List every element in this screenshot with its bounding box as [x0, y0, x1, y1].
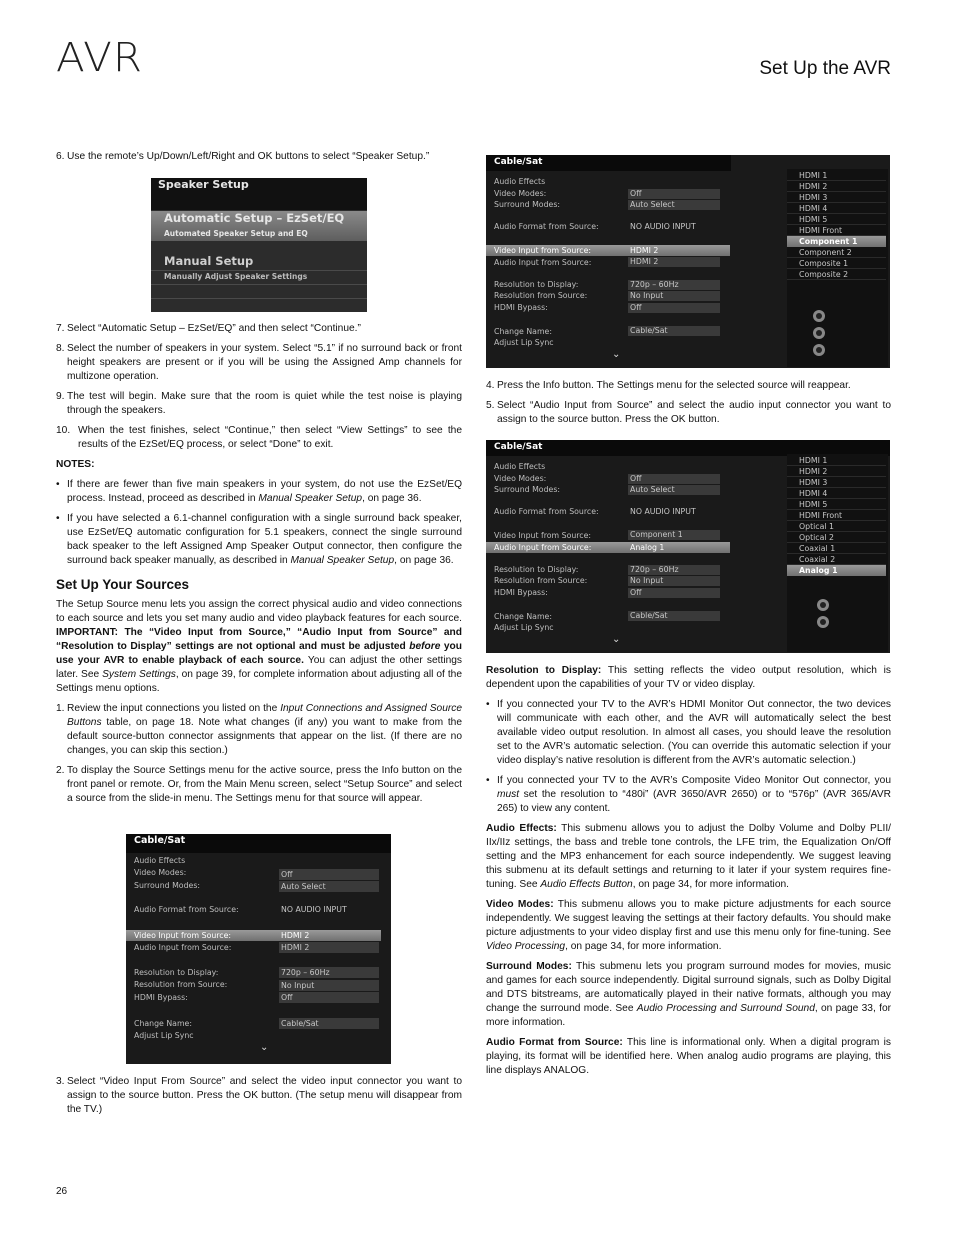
input-option[interactable]: Coaxial 2 [787, 554, 886, 565]
avr-logo: AVR [56, 35, 144, 81]
input-option[interactable]: HDMI 3 [787, 477, 886, 488]
source-settings-menu-c [486, 440, 890, 653]
video-modes-paragraph: Video Modes: This submenu allows you to make picture adjustments for each source independently. We suggest leaving the settings at their factory defaults. You should make picture adjustments to your video display first and use this menu only for fine-tuning. See Video Processing, on page 34, for more information. [486, 899, 891, 952]
speaker-icon [815, 615, 831, 629]
resolution-bullet-2: • If you connected your TV to the AVR’s Composite Video Monitor Out connector, you must set the resolution to “480i” (AVR 3650/AVR 2650) or to “576p” (AVR 365/AVR 265) to view any content. [486, 775, 891, 814]
change-name-item[interactable]: Change Name: [494, 327, 552, 336]
input-option[interactable]: HDMI 5 [787, 499, 886, 510]
divider [151, 270, 367, 271]
resolution-value: 720p – 60Hz [628, 280, 720, 290]
audio-input-slide-in-panel [787, 454, 888, 652]
hdmi-bypass-item[interactable]: HDMI Bypass: [134, 993, 188, 1002]
video-modes-value: Off [628, 189, 720, 199]
change-name-value: Cable/Sat [628, 326, 720, 336]
video-modes-item[interactable]: Video Modes: [494, 474, 547, 483]
resolution-source-value: No Input [628, 291, 720, 301]
resolution-value: 720p – 60Hz [628, 565, 720, 575]
hdmi-bypass-item[interactable]: HDMI Bypass: [494, 588, 548, 597]
speaker-icon [811, 309, 827, 323]
audio-effects-item[interactable]: Audio Effects [134, 856, 186, 865]
manual-setup-sublabel: Manually Adjust Speaker Settings [164, 272, 308, 281]
hdmi-bypass-item[interactable]: HDMI Bypass: [494, 303, 548, 312]
step-8: 8. Select the number of speakers in your system. Select “5.1” if no surround back or front height speakers are present or if you will be using the Assigned Amp channels for multizone operation. [56, 343, 462, 382]
resolution-source-value: No Input [628, 576, 720, 586]
input-option[interactable]: Component 2 [787, 247, 886, 258]
resolution-source-item: Resolution from Source: [134, 980, 228, 989]
input-option[interactable]: Optical 1 [787, 521, 886, 532]
input-option[interactable]: HDMI 4 [787, 203, 886, 214]
source-step-2: 2. To display the Source Settings menu for the active source, press the Info button on the front panel or remote. Or, from the Main Menu screen, select “Setup Source” and select a source from the slide-in menu. The Settings menu for that source will appear. [56, 765, 462, 804]
resolution-item[interactable]: Resolution to Display: [494, 565, 579, 574]
hdmi-bypass-value: Off [628, 588, 720, 598]
video-input-item[interactable]: Video Input from Source: [134, 931, 232, 940]
audio-input-item[interactable]: Audio Input from Source: [494, 258, 592, 267]
surround-modes-value: Auto Select [628, 485, 720, 495]
chevron-down-icon[interactable]: ⌄ [612, 634, 621, 645]
surround-modes-item[interactable]: Surround Modes: [494, 200, 561, 209]
left-column-top [56, 150, 462, 170]
change-name-value: Cable/Sat [279, 1018, 379, 1029]
automatic-setup-label: Automatic Setup – EzSet/EQ [164, 211, 345, 225]
video-input-value: HDMI 2 [279, 930, 381, 941]
hdmi-bypass-value: Off [279, 992, 379, 1003]
source-settings-menu-b [486, 155, 890, 368]
speaker-icon [811, 326, 827, 340]
resolution-item[interactable]: Resolution to Display: [494, 280, 579, 289]
input-option[interactable]: Component 1 [787, 236, 886, 247]
intro-paragraph: The Setup Source menu lets you assign the correct physical audio and video connections to each source and lets you set many audio and video playback features for each source. IMPORTANT: The “Video Input from Source,” “Audio Input from Source” and “Resolution to Display” settings are not optional and must be adjusted before you use your AVR to enable playback of each source. You can adjust the other settings later. See System Settings, on page 39, for complete information about adjusting all of the Settings menu options. [56, 599, 463, 694]
input-option[interactable]: Optical 2 [787, 532, 886, 543]
audio-effects-paragraph: Audio Effects: This submenu allows you to adjust the Dolby Volume and Dolby PLII/ IIx/IIz settings, the bass and treble tone controls, the LFE trim, the Equalization On/Off setting and the MP3 enhancement for each source independently. We suggest leaving this submenu at its default settings and returning to it later if your system requires fine-tuning. See Audio Effects Button, on page 34, for more information. [486, 823, 891, 890]
video-modes-item[interactable]: Video Modes: [494, 189, 547, 198]
video-modes-item[interactable]: Video Modes: [134, 868, 187, 877]
resolution-source-item: Resolution from Source: [494, 576, 588, 585]
audio-input-item[interactable]: Audio Input from Source: [494, 543, 592, 552]
hdmi-bypass-value: Off [628, 303, 720, 313]
step-7: 7. Select “Automatic Setup – EzSet/EQ” and then select “Continue.” [56, 323, 361, 334]
step-4: 4. Press the Info button. The Settings menu for the selected source will reappear. [486, 380, 851, 391]
left-column-steps [56, 322, 462, 812]
divider [151, 298, 367, 299]
right-column-body [486, 664, 891, 1084]
page-number: 26 [56, 1186, 68, 1197]
resolution-paragraph: Resolution to Display: This setting reflects the video output resolution, which is dependent upon the capabilities of your TV or video display. [486, 665, 891, 690]
notes-label: NOTES: [56, 459, 95, 470]
divider [151, 284, 367, 285]
speaker-icon [815, 598, 831, 612]
audio-format-item: Audio Format from Source: [494, 507, 599, 516]
manual-setup-item[interactable]: Manual Setup [164, 254, 254, 268]
chevron-down-icon[interactable]: ⌄ [260, 1042, 269, 1053]
input-option[interactable]: Composite 1 [787, 258, 886, 269]
menu-title: Cable/Sat [486, 440, 890, 456]
video-modes-value: Off [279, 869, 379, 880]
note-1: • If there are fewer than five main speakers in your system, do not use the EzSet/EQ process. Instead, proceed as described in Manual Speaker Setup, on page 36. [56, 479, 462, 504]
chevron-down-icon[interactable]: ⌄ [612, 349, 621, 360]
input-option[interactable]: HDMI 3 [787, 192, 886, 203]
section-title: Set Up Your Sources [56, 577, 190, 592]
audio-effects-item[interactable]: Audio Effects [494, 177, 546, 186]
resolution-source-item: Resolution from Source: [494, 291, 588, 300]
resolution-item[interactable]: Resolution to Display: [134, 968, 219, 977]
input-option[interactable]: HDMI 1 [787, 170, 886, 181]
right-column-steps [486, 379, 891, 433]
resolution-value: 720p – 60Hz [279, 967, 379, 978]
change-name-value: Cable/Sat [628, 611, 720, 621]
automatic-setup-sublabel: Automated Speaker Setup and EQ [164, 229, 308, 238]
audio-input-value: Analog 1 [628, 542, 730, 553]
input-option[interactable]: HDMI 5 [787, 214, 886, 225]
input-option[interactable]: HDMI 2 [787, 466, 886, 477]
change-name-item[interactable]: Change Name: [134, 1019, 192, 1028]
surround-modes-value: Auto Select [628, 200, 720, 210]
source-step-3: 3. Select “Video Input From Source” and select the video input connector you want to assign to the source button. Press the OK button. (The setup menu will disappear from the TV.) [56, 1076, 462, 1115]
video-input-item[interactable]: Video Input from Source: [494, 531, 592, 540]
surround-modes-item[interactable]: Surround Modes: [134, 881, 201, 890]
step-9: 9. The test will begin. Make sure that the room is quiet while the test noise is playing through the speakers. [56, 391, 462, 416]
step-6: 6. Use the remote’s Up/Down/Left/Right and OK buttons to select “Speaker Setup.” [56, 151, 430, 162]
surround-modes-paragraph: Surround Modes: This submenu lets you program surround modes for movies, music and games for each source independently. Digital surround signals, such as Dolby Digital and DTS bitstreams, are automatically played in their native formats, although you may change the surround mode. See Audio Processing and Surround Sound, on page 33, for more information. [486, 961, 892, 1028]
video-input-value: HDMI 2 [628, 245, 730, 256]
audio-effects-item[interactable]: Audio Effects [494, 462, 546, 471]
resolution-source-value: No Input [279, 980, 379, 991]
page-header-title: Set Up the AVR [759, 58, 891, 79]
input-option[interactable]: Composite 2 [787, 269, 886, 280]
audio-format-item: Audio Format from Source: [134, 905, 239, 914]
speaker-setup-title: Speaker Setup [151, 178, 367, 210]
source-step-1: 1. Review the input connections you listed on the Input Connections and Assigned Source Buttons table, on page 18. Note what changes (if any) you want to make from the default source-button connector assignments that appear on the list. (If there are no changes, you can skip this section.) [56, 703, 463, 756]
video-modes-value: Off [628, 474, 720, 484]
video-input-item[interactable]: Video Input from Source: [494, 246, 592, 255]
step-5: 5. Select “Audio Input from Source” and select the audio input connector you want to assign to the source button. Press the OK button. [486, 400, 891, 425]
input-option[interactable]: Coaxial 1 [787, 543, 886, 554]
input-option[interactable]: Analog 1 [787, 565, 886, 576]
note-2: • If you have selected a 6.1-channel configuration with a single surround back speaker, use EzSet/EQ automatic configuration for 5.1 speakers, connect the single surround back speaker to the left Assigned Amp Speaker Output connector, then configure the surround back speaker manually, as described in Manual Speaker Setup, on page 36. [56, 513, 462, 566]
audio-input-value: HDMI 2 [628, 257, 720, 267]
lip-sync-item[interactable]: Adjust Lip Sync [494, 338, 554, 347]
surround-modes-value: Auto Select [279, 881, 379, 892]
lip-sync-item[interactable]: Adjust Lip Sync [134, 1031, 194, 1040]
menu-title: Cable/Sat [126, 834, 391, 853]
audio-input-value: HDMI 2 [279, 942, 379, 953]
left-column-bottom [56, 1075, 462, 1123]
speaker-setup-menu [151, 178, 367, 312]
audio-format-value: NO AUDIO INPUT [281, 905, 347, 914]
audio-format-item: Audio Format from Source: [494, 222, 599, 231]
menu-title: Cable/Sat [486, 155, 731, 171]
audio-format-paragraph: Audio Format from Source: This line is informational only. When a digital program is playing, its format will be identified here. When analog audio programs are playing, this line displays ANALOG. [486, 1037, 891, 1076]
input-option[interactable]: HDMI Front [787, 225, 886, 236]
audio-format-value: NO AUDIO INPUT [630, 222, 696, 231]
input-option[interactable]: HDMI Front [787, 510, 886, 521]
surround-modes-item[interactable]: Surround Modes: [494, 485, 561, 494]
input-option[interactable]: HDMI 2 [787, 181, 886, 192]
step-10: 10. When the test finishes, select “Continue,” then select “View Settings” to see the results of the EzSet/EQ process, or select “Done” to exit. [56, 425, 462, 450]
resolution-bullet-1: • If you connected your TV to the AVR’s HDMI Monitor Out connector, the two devices will communicate with each other, and the AVR will automatically select the best available video output resolution. In almost all cases, you should leave the resolution set to the AVR’s automatic selection. (You can override this automatic selection if your video display’s native resolution is different from the AVR’s automatic selection.) [486, 699, 891, 766]
change-name-item[interactable]: Change Name: [494, 612, 552, 621]
video-input-value: Component 1 [628, 530, 720, 540]
audio-format-value: NO AUDIO INPUT [630, 507, 696, 516]
input-option[interactable]: HDMI 4 [787, 488, 886, 499]
speaker-icon [811, 343, 827, 357]
video-input-slide-in-panel [787, 169, 888, 367]
source-settings-menu-a [126, 834, 391, 1064]
audio-input-item[interactable]: Audio Input from Source: [134, 943, 232, 952]
input-option[interactable]: HDMI 1 [787, 455, 886, 466]
lip-sync-item[interactable]: Adjust Lip Sync [494, 623, 554, 632]
